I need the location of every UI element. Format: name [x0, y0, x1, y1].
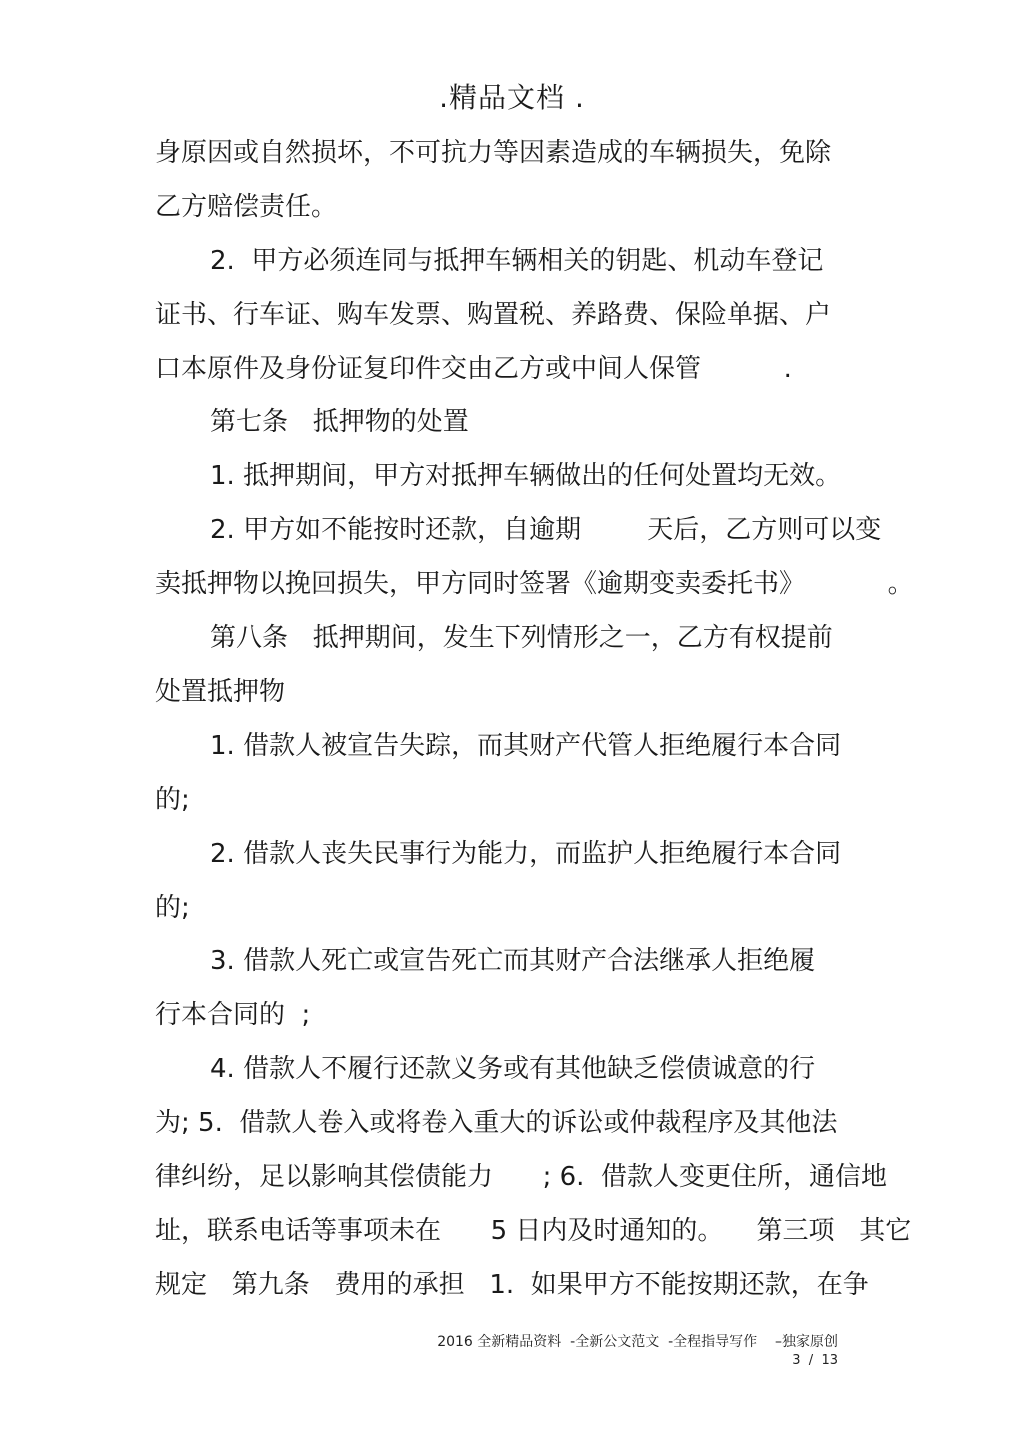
body-line: 口本原件及身份证复印件交由乙方或中间人保管 . [155, 354, 792, 384]
body-line: 为; 5. 借款人卷入或将卷入重大的诉讼或仲裁程序及其他法 [155, 1108, 838, 1138]
body-line: 址，联系电话等事项未在 5 日内及时通知的。 第三项 其它 [155, 1216, 912, 1246]
section-heading: 第八条 抵押期间，发生下列情形之一，乙方有权提前 [210, 623, 833, 653]
body-line: 4. 借款人不履行还款义务或有其他缺乏偿债诚意的行 [210, 1054, 816, 1084]
body-line: 3. 借款人死亡或宣告死亡而其财产合法继承人拒绝履 [210, 946, 816, 976]
body-line: 行本合同的 ; [155, 1000, 311, 1030]
page-header-title: .精品文档 . [439, 81, 585, 114]
body-line: 1. 抵押期间，甲方对抵押车辆做出的任何处置均无效。 [210, 461, 842, 491]
body-line: 规定 第九条 费用的承担 1. 如果甲方不能按期还款，在争 [155, 1270, 869, 1300]
body-line: 证书、行车证、购车发票、购置税、养路费、保险单据、户 [155, 300, 832, 330]
body-line: 身原因或自然损坏，不可抗力等因素造成的车辆损失，免除 [155, 138, 832, 168]
body-line: 的; [155, 785, 190, 815]
body-line: 1. 借款人被宣告失踪，而其财产代管人拒绝履行本合同 [210, 731, 842, 761]
body-line: 2. 甲方必须连同与抵押车辆相关的钥匙、机动车登记 [210, 246, 824, 276]
body-line: 2. 借款人丧失民事行为能力，而监护人拒绝履行本合同 [210, 839, 842, 869]
body-line: 律纠纷，足以影响其偿债能力 ; 6. 借款人变更住所，通信地 [155, 1162, 887, 1192]
page-number: 3 / 13 [792, 1353, 838, 1368]
footer-text: 2016 全新精品资料 -全新公文范文 -全程指导写作 –独家原创 [437, 1334, 838, 1350]
body-line: 卖抵押物以挽回损失，甲方同时签署《逾期变卖委托书》 。 [155, 569, 914, 599]
body-line: 乙方赔偿责任。 [155, 192, 338, 222]
body-line: 2. 甲方如不能按时还款，自逾期 天后，乙方则可以变 [210, 515, 882, 545]
section-heading: 第七条 抵押物的处置 [210, 407, 469, 437]
body-line: 处置抵押物 [155, 677, 286, 707]
body-line: 的; [155, 893, 190, 923]
